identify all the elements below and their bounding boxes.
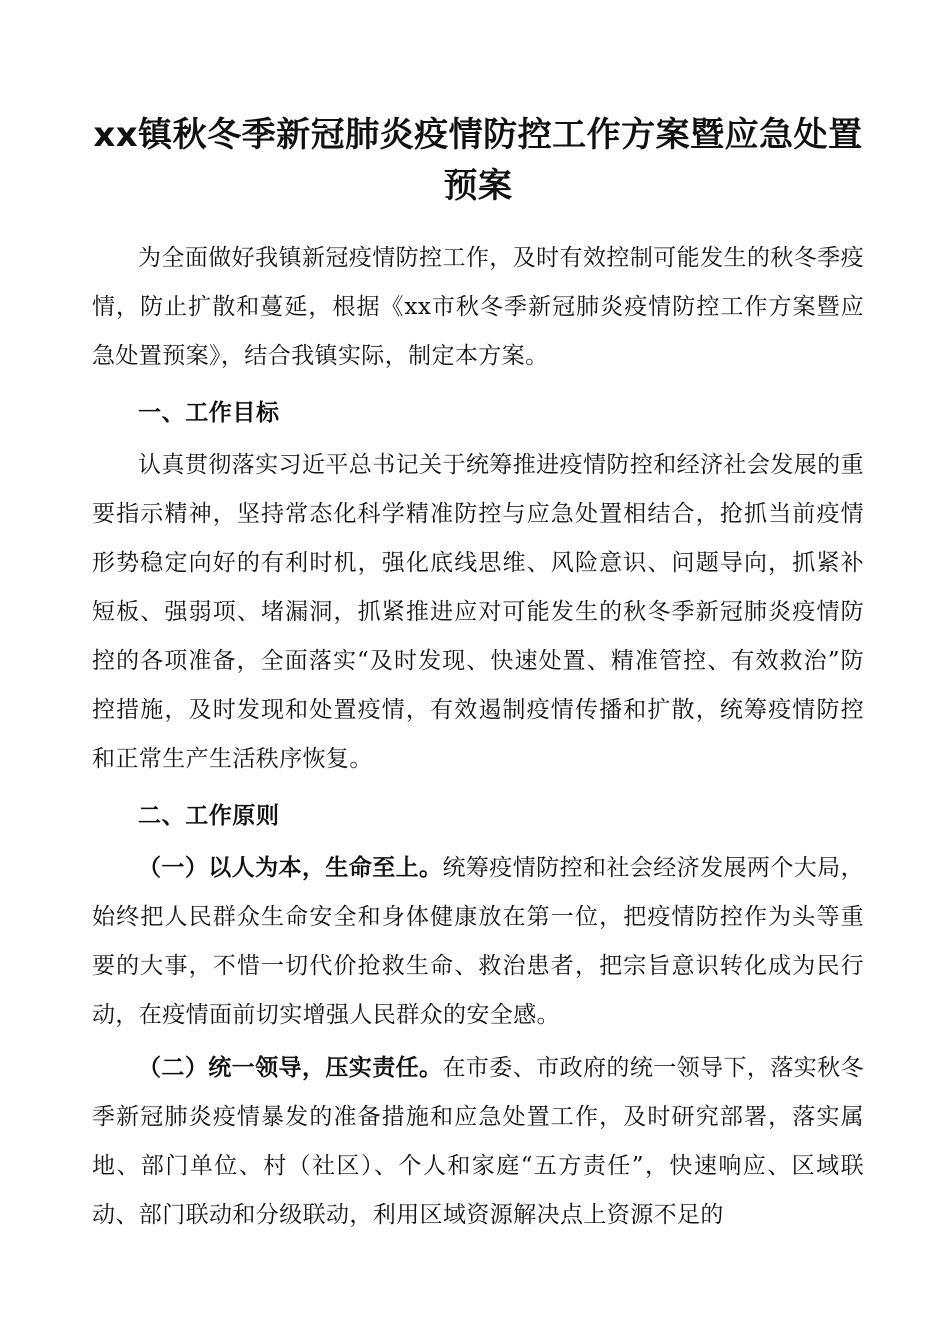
section-heading-work-goals: 一、工作目标 [138,400,280,426]
principle-text-people-first: 统筹疫情防控和社会经济发展两个大局，始终把人民群众生命安全和身体健康放在第一位，把疫情防控作为头等重要的大事，不惜一切代价抢救生命、救治患者，把宗旨意识转化成为民行动，在疫情面前切实增强人民群众的安全感。 [92,855,865,1028]
principle-lead-unified-leadership: （二）统一领导，压实责任。 [138,1055,443,1081]
intro-paragraph: 为全面做好我镇新冠疫情防控工作，及时有效控制可能发生的秋冬季疫情，防止扩散和蔓延，根据《xx市秋冬季新冠肺炎疫情防控工作方案暨应急处置预案》，结合我镇实际，制定本方案。 [92,245,864,369]
principle-item-unified-leadership [92,1044,864,1240]
section-heading-work-principles: 二、工作原则 [138,803,280,829]
principle-lead-people-first: （一）以人为本，生命至上。 [138,855,443,881]
document-title: xx镇秋冬季新冠肺炎疫情防控工作方案暨应急处置预案 [93,115,863,206]
principle-text-unified-leadership: 在市委、市政府的统一领导下，落实秋冬季新冠肺炎疫情暴发的准备措施和应急处置工作，及时研究部署，落实属地、部门单位、村（社区）、个人和家庭“五方责任”，快速响应、区域联动、部门联动和分级联动，利用区域资源解决点上资源不足的 [92,1055,865,1228]
document-body [92,110,864,1240]
work-goals-paragraph: 认真贯彻落实习近平总书记关于统筹推进疫情防控和经济社会发展的重要指示精神，坚持常态化科学精准防控与应急处置相结合，抢抓当前疫情形势稳定向好的有利时机，强化底线思维、风险意识、问题导向，抓紧补短板、强弱项、堵漏洞，抓紧推进应对可能发生的秋冬季新冠肺炎疫情防控的各项准备，全面落实“及时发现、快速处置、精准管控、有效救治”防控措施，及时发现和处置疫情，有效遏制疫情传播和扩散，统筹疫情防控和正常生产生活秩序恢复。 [92,452,864,772]
principle-item-people-first [92,844,864,1040]
